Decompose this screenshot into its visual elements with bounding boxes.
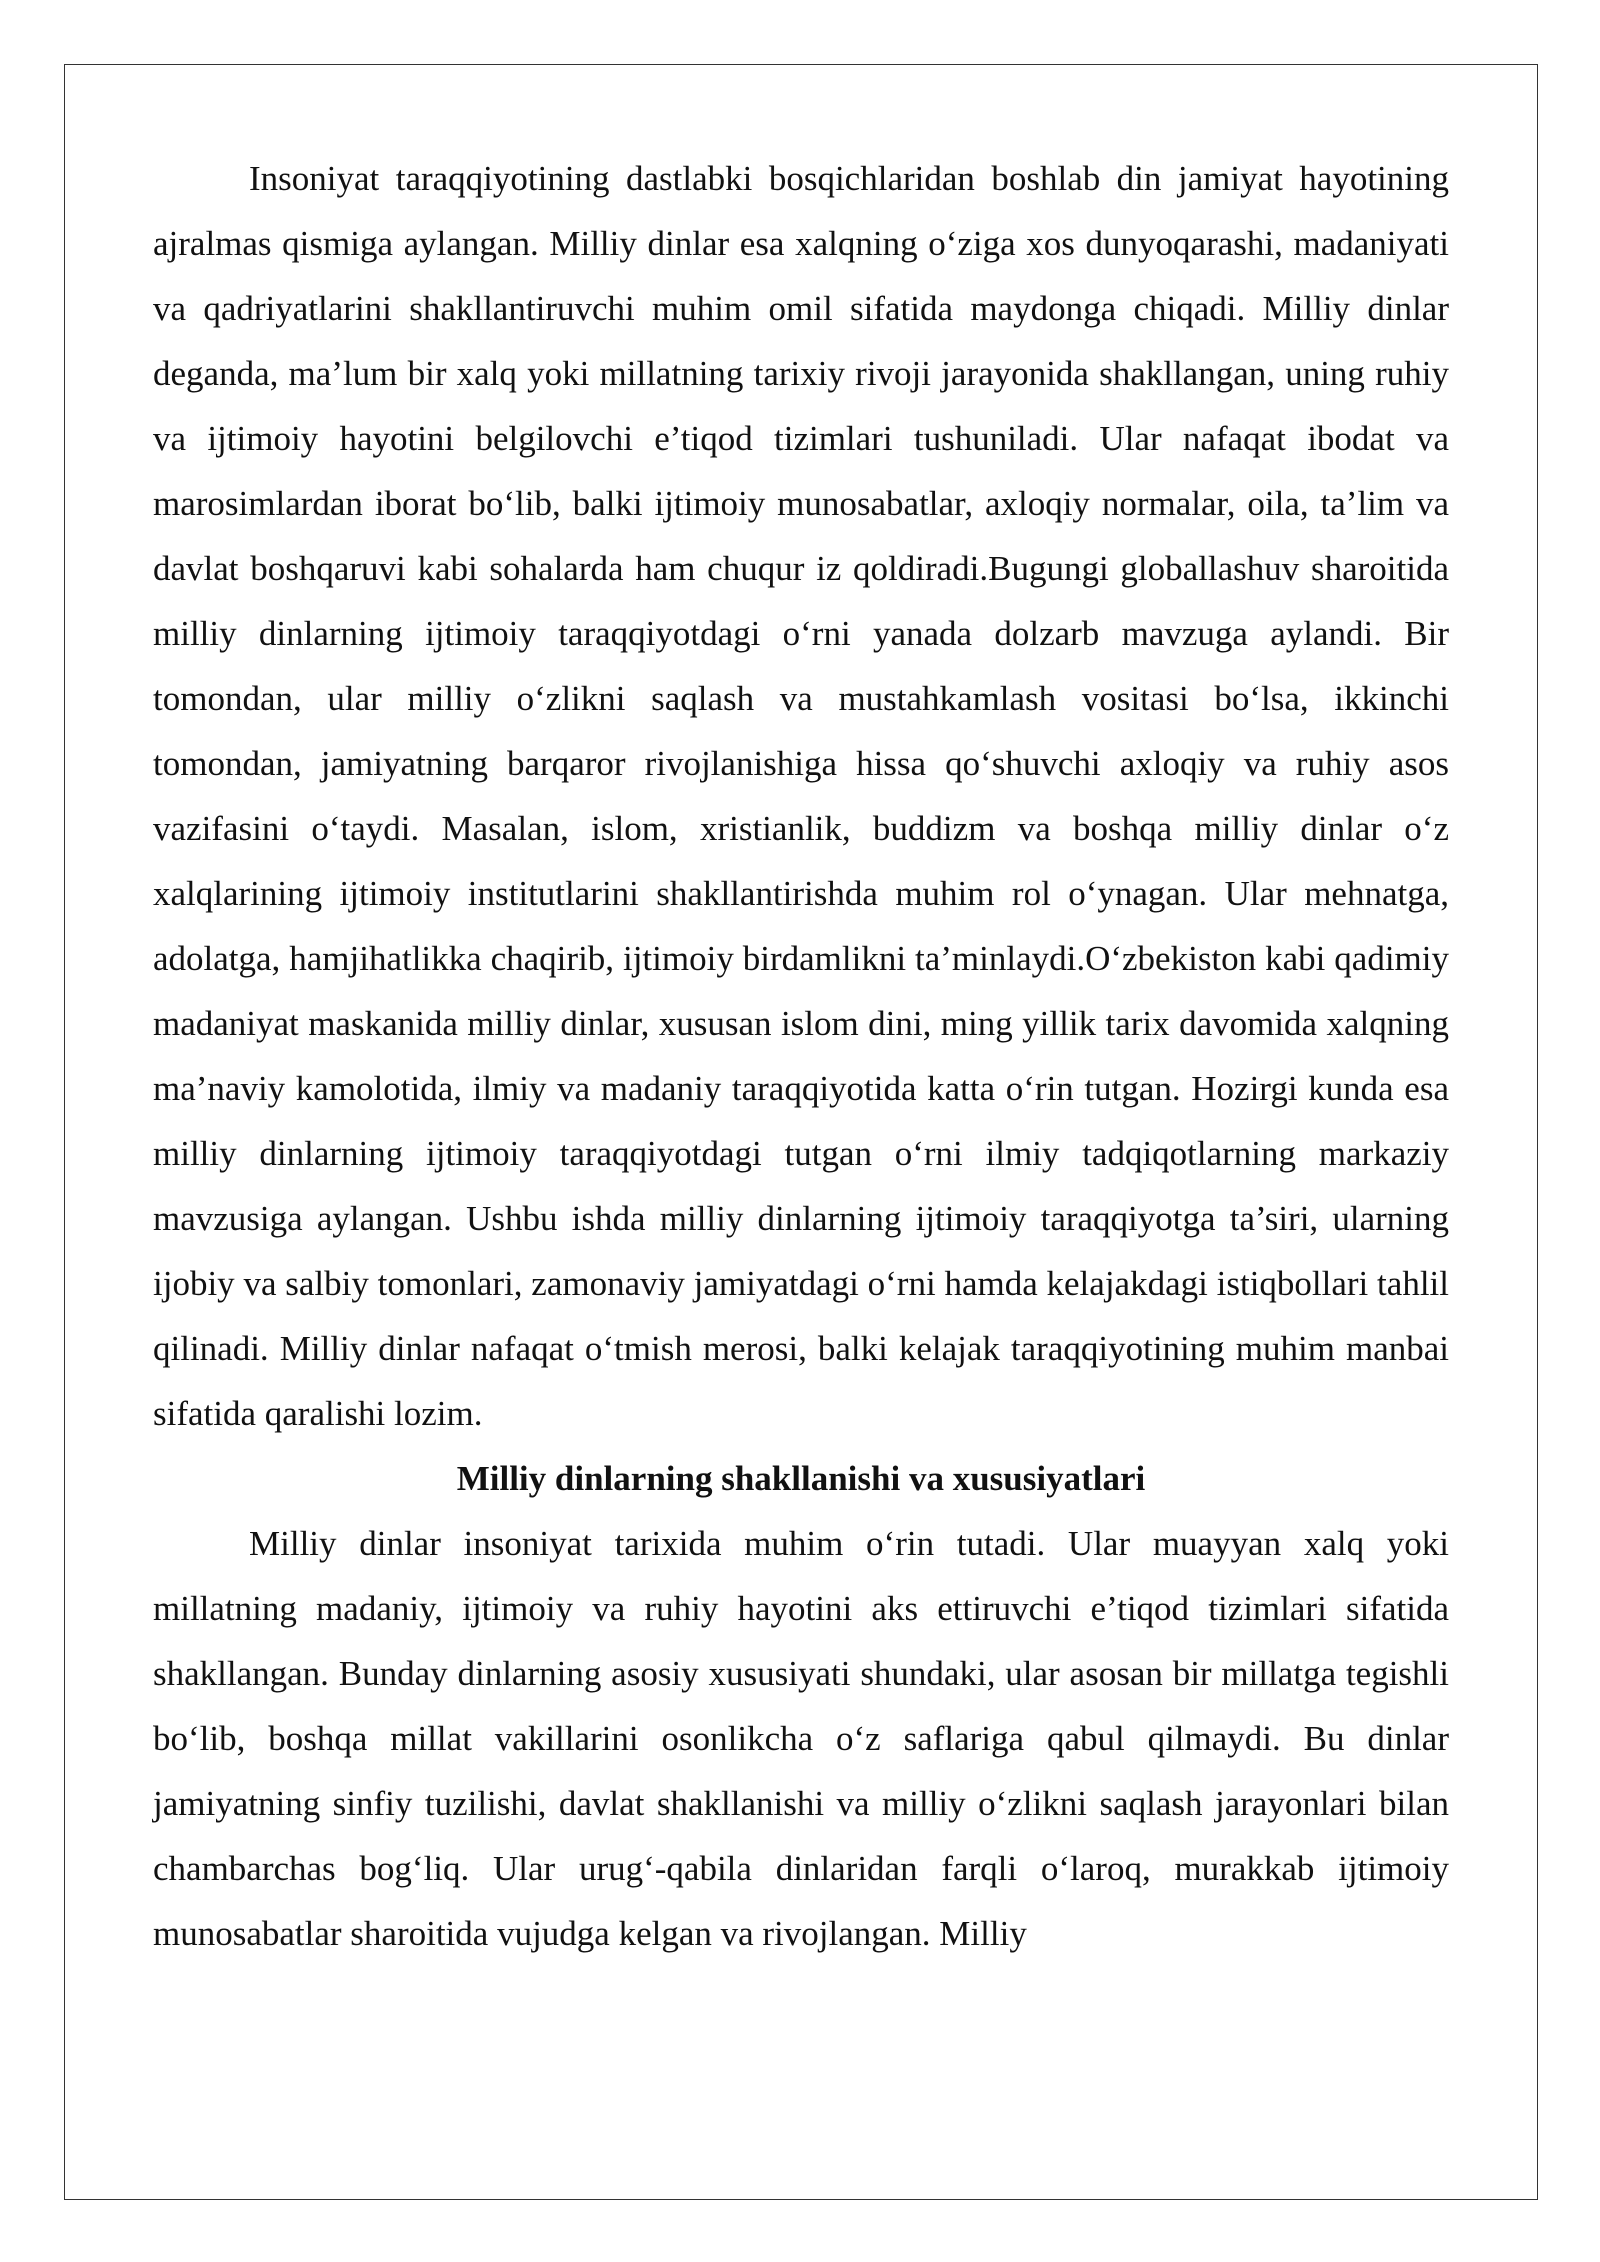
document-body (153, 146, 1449, 1966)
section-heading: Milliy dinlarning shakllanishi va xususiyatlari (456, 1459, 1146, 1498)
body-paragraph: Milliy dinlar insoniyat tarixida muhim o‘rin tutadi. Ular muayyan xalq yoki millatning madaniy, ijtimoiy va ruhiy hayotini aks ettiruvchi e’tiqod tizimlari sifatida shakllangan. Bunday dinlarning asosiy xususiyati shundaki, ular asosan bir millatga tegishli bo‘lib, boshqa millat vakillarini osonlikcha o‘z saflariga qabul qilmaydi. Bu dinlar jamiyatning sinfiy tuzilishi, davlat shakllanishi va milliy o‘zlikni saqlash jarayonlari bilan chambarchas bog‘liq. Ular urug‘-qabila dinlaridan farqli o‘laroq, murakkab ijtimoiy munosabatlar sharoitida vujudga kelgan va rivojlangan. Milliy (153, 1524, 1449, 1953)
intro-paragraph: Insoniyat taraqqiyotining dastlabki bosqichlaridan boshlab din jamiyat hayotining ajralmas qismiga aylangan. Milliy dinlar esa xalqning o‘ziga xos dunyoqarashi, madaniyati va qadriyatlarini shakllantiruvchi muhim omil sifatida maydonga chiqadi. Milliy dinlar deganda, ma’lum bir xalq yoki millatning tarixiy rivoji jarayonida shakllangan, uning ruhiy va ijtimoiy hayotini belgilovchi e’tiqod tizimlari tushuniladi. Ular nafaqat ibodat va marosimlardan iborat bo‘lib, balki ijtimoiy munosabatlar, axloqiy normalar, oila, ta’lim va davlat boshqaruvi kabi sohalarda ham chuqur iz qoldiradi.Bugungi globallashuv sharoitida milliy dinlarning ijtimoiy taraqqiyotdagi o‘rni yanada dolzarb mavzuga aylandi. Bir tomondan, ular milliy o‘zlikni saqlash va mustahkamlash vositasi bo‘lsa, ikkinchi tomondan, jamiyatning barqaror rivojlanishiga hissa qo‘shuvchi axloqiy va ruhiy asos vazifasini o‘taydi. Masalan, islom, xristianlik, buddizm va boshqa milliy dinlar o‘z xalqlarining ijtimoiy institutlarini shakllantirishda muhim rol o‘ynagan. Ular mehnatga, adolatga, hamjihatlikka chaqirib, ijtimoiy birdamlikni ta’minlaydi.O‘zbekiston kabi qadimiy madaniyat maskanida milliy dinlar, xususan islom dini, ming yillik tarix davomida xalqning ma’naviy kamolotida, ilmiy va madaniy taraqqiyotida katta o‘rin tutgan. Hozirgi kunda esa milliy dinlarning ijtimoiy taraqqiyotdagi tutgan o‘rni ilmiy tadqiqotlarning markaziy mavzusiga aylangan. Ushbu ishda milliy dinlarning ijtimoiy taraqqiyotga ta’siri, ularning ijobiy va salbiy tomonlari, zamonaviy jamiyatdagi o‘rni hamda kelajakdagi istiqbollari tahlil qilinadi. Milliy dinlar nafaqat o‘tmish merosi, balki kelajak taraqqiyotining muhim manbai sifatida qaralishi lozim. (153, 159, 1449, 1433)
